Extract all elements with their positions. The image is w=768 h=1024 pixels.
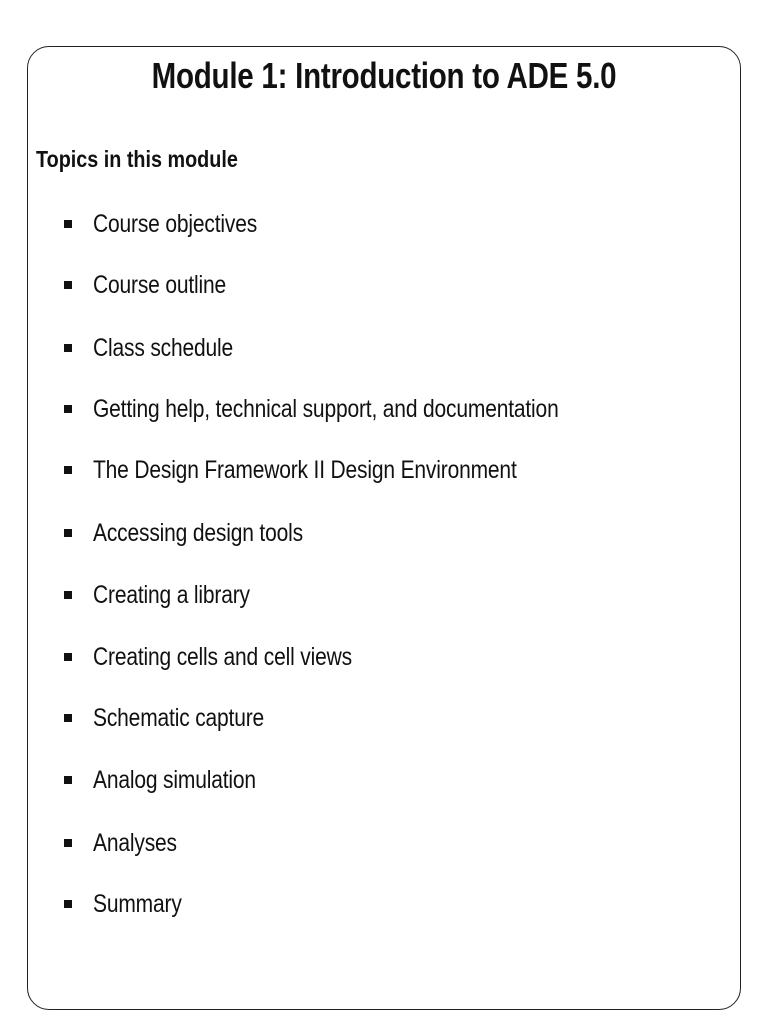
topic-label: Creating cells and cell views (93, 643, 352, 671)
topic-item-course-outline (64, 268, 251, 302)
square-bullet-icon (64, 466, 72, 474)
topic-item-summary (64, 887, 199, 921)
square-bullet-icon (64, 839, 72, 847)
square-bullet-icon (64, 220, 72, 228)
topic-label: Class schedule (93, 334, 234, 362)
square-bullet-icon (64, 714, 72, 722)
topic-label: Accessing design tools (93, 519, 303, 547)
topic-label: Schematic capture (93, 704, 265, 732)
topic-label: Analog simulation (93, 766, 256, 794)
square-bullet-icon (64, 776, 72, 784)
square-bullet-icon (64, 900, 72, 908)
slide-title: Module 1: Introduction to ADE 5.0 (151, 55, 617, 96)
topic-item-schematic-capture (64, 701, 297, 735)
topic-item-design-environment (64, 453, 597, 487)
topic-item-analyses (64, 826, 193, 860)
square-bullet-icon (64, 405, 72, 413)
topic-item-accessing-tools (64, 516, 343, 550)
topic-label: Getting help, technical support, and documentation (93, 395, 559, 423)
topic-label: Summary (93, 890, 182, 918)
square-bullet-icon (64, 529, 72, 537)
topic-item-class-schedule (64, 331, 260, 365)
topic-item-analog-simulation (64, 763, 287, 797)
topic-label: Course outline (93, 271, 227, 299)
square-bullet-icon (64, 281, 72, 289)
topic-item-creating-cells (64, 640, 401, 674)
topic-label: Course objectives (93, 210, 258, 238)
square-bullet-icon (64, 653, 72, 661)
topic-item-creating-library (64, 578, 280, 612)
square-bullet-icon (64, 591, 72, 599)
topic-item-course-objectives (64, 207, 288, 241)
topic-label: Analyses (93, 829, 177, 857)
section-heading: Topics in this module (36, 146, 238, 172)
topic-label: The Design Framework II Design Environment (93, 456, 517, 484)
topic-label: Creating a library (93, 581, 250, 609)
square-bullet-icon (64, 344, 72, 352)
topic-item-getting-help (64, 392, 647, 426)
